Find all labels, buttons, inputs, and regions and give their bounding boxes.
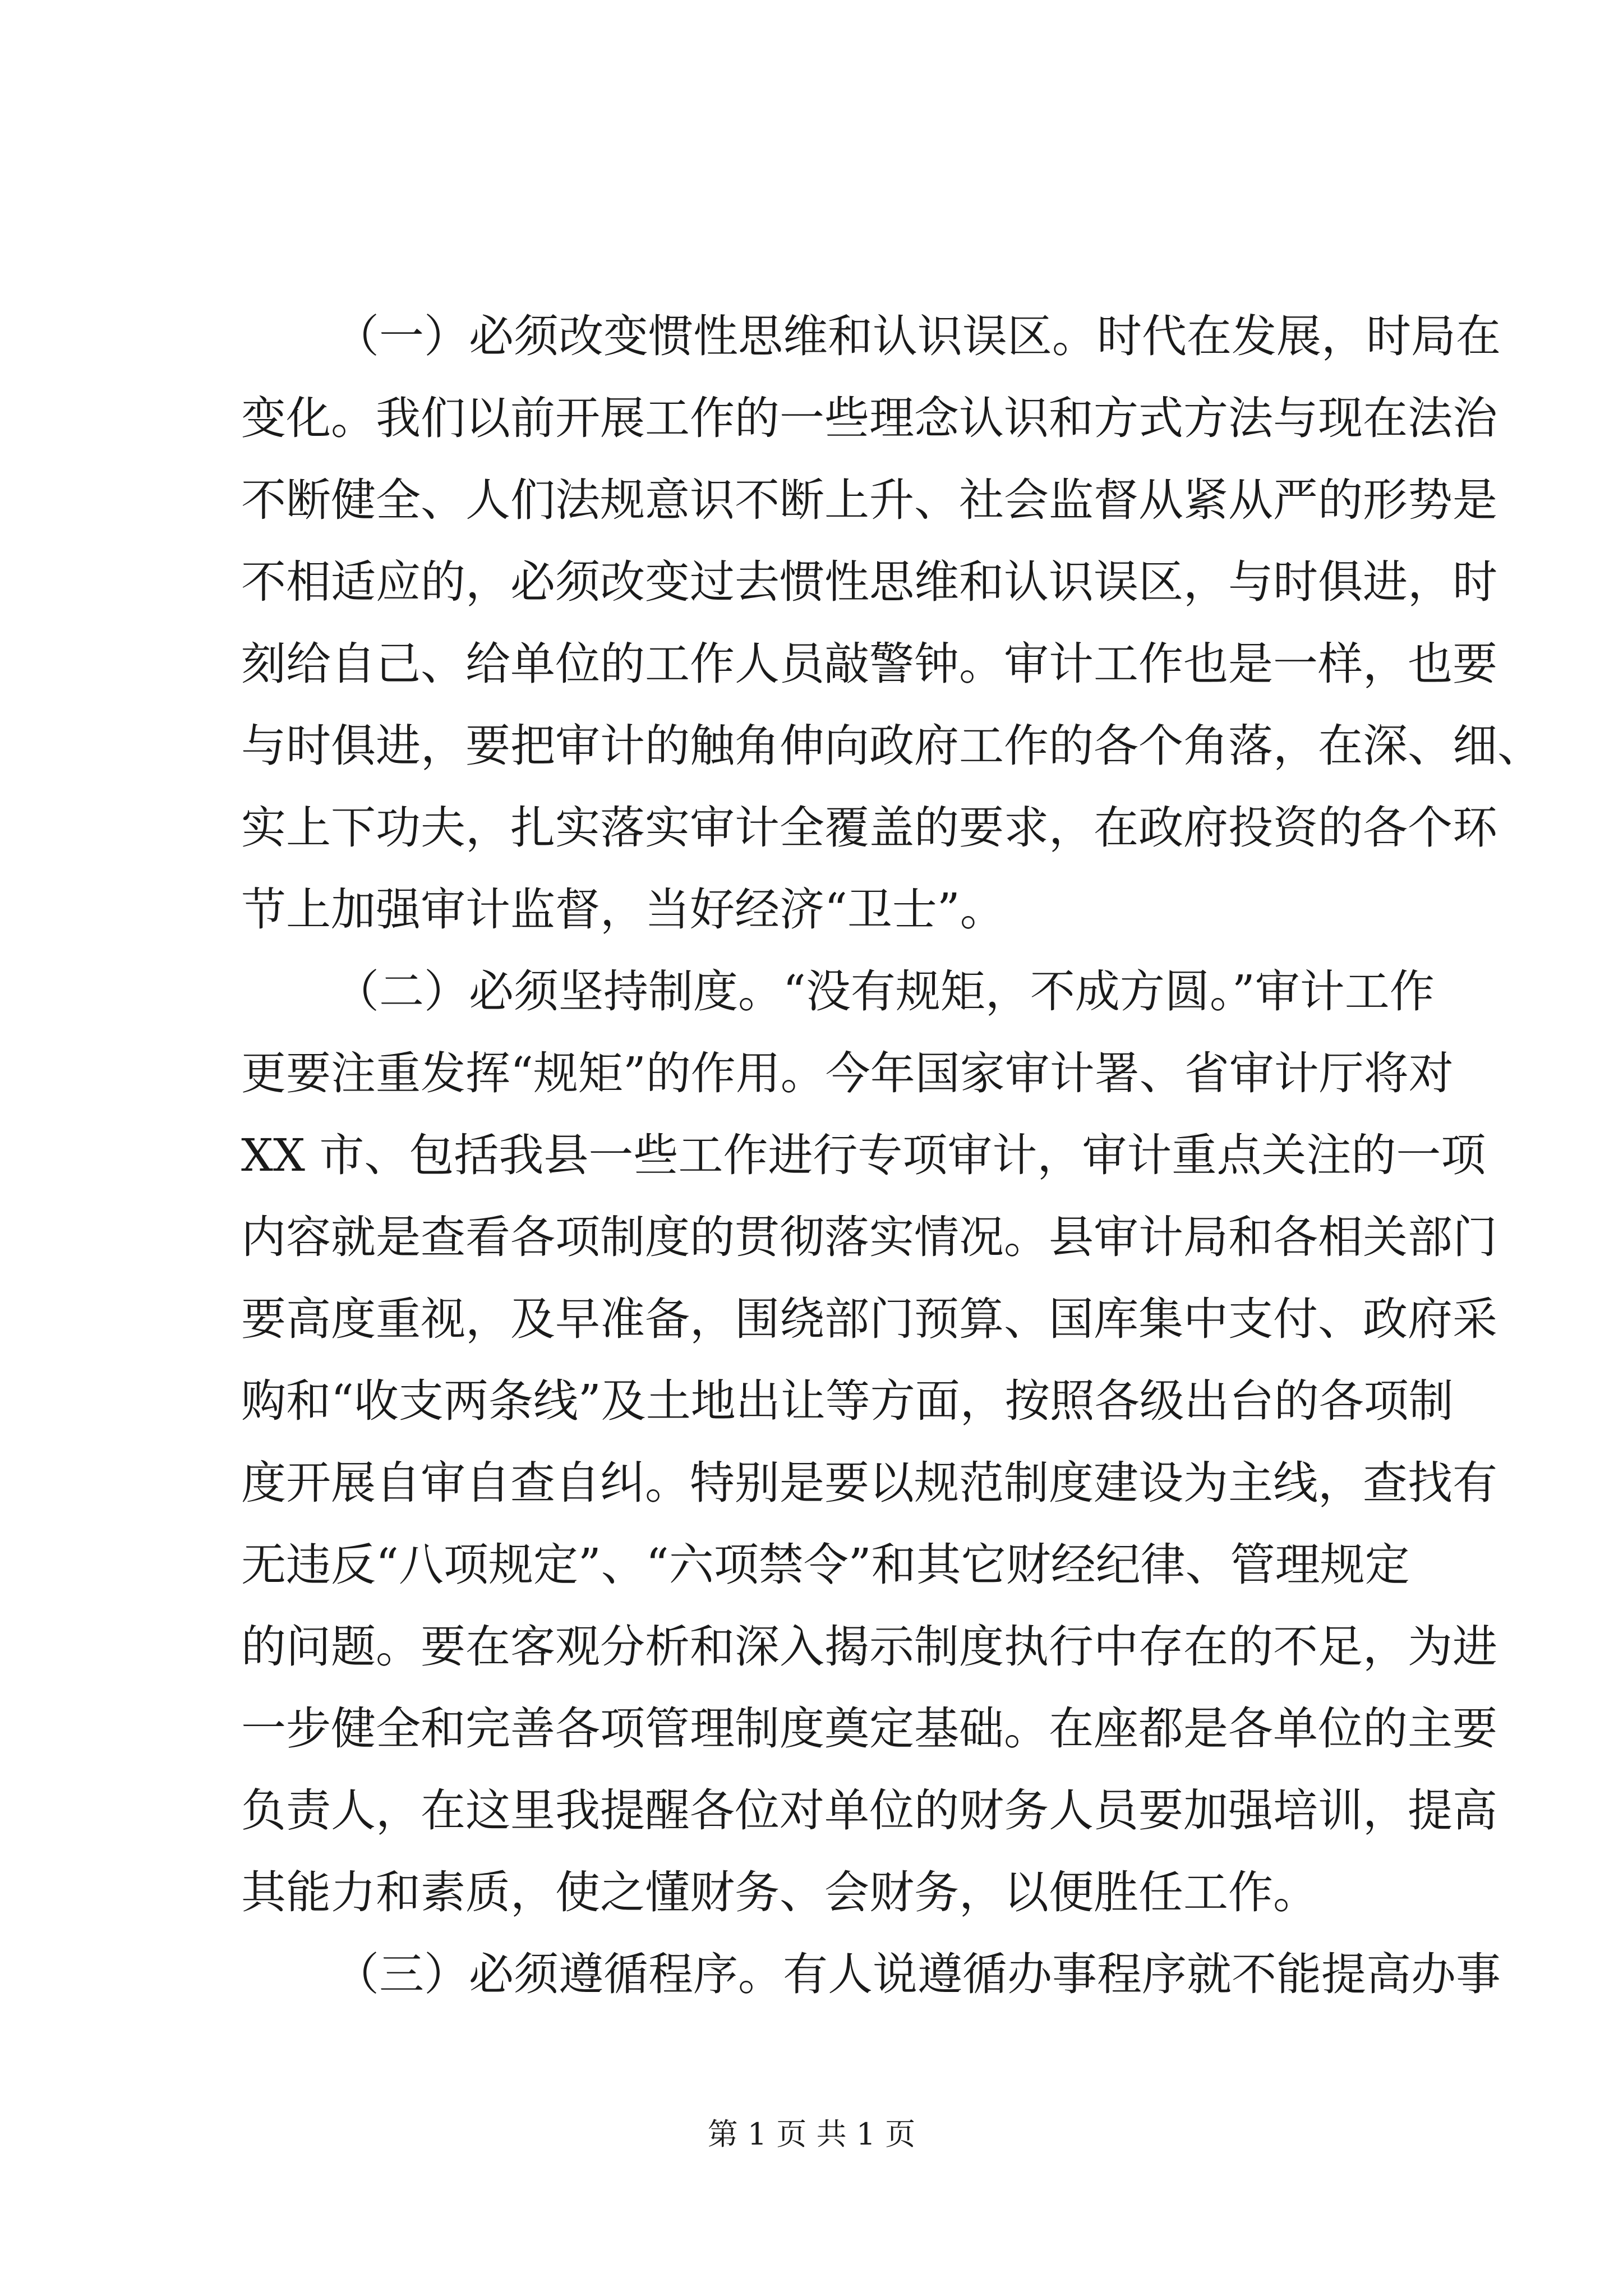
- paragraph-3-line-1: （三）必须遵循程序。有人说遵循办事程序就不能提高办事: [334, 1948, 1501, 2000]
- paragraph-2-line-4: 内容就是查看各项制度的贯彻落实情况。县审计局和各相关部门: [241, 1211, 1497, 1263]
- paragraph-2-line-5: 要高度重视，及早准备，围绕部门预算、国库集中支付、政府采: [241, 1293, 1497, 1345]
- paragraph-2-line-7: 度开展自审自查自纠。特别是要以规范制度建设为主线，查找有: [241, 1457, 1497, 1509]
- paragraph-2-line-10: 一步健全和完善各项管理制度奠定基础。在座都是各单位的主要: [241, 1703, 1497, 1755]
- paragraph-2-line-12: 其能力和素质，使之懂财务、会财务，以便胜任工作。: [241, 1866, 1318, 1918]
- paragraph-1-line-7: 实上下功夫，扎实落实审计全覆盖的要求，在政府投资的各个环: [241, 802, 1497, 854]
- page-footer: 第 1 页 共 1 页: [707, 2116, 916, 2152]
- paragraph-2-line-8: 无违反“八项规定”、“六项禁令”和其它财经纪律、管理规定: [241, 1539, 1410, 1591]
- paragraph-2-line-6: 购和“收支两条线”及土地出让等方面，按照各级出台的各项制: [241, 1375, 1454, 1427]
- paragraph-1-line-4: 不相适应的，必须改变过去惯性思维和认识误区，与时俱进，时: [241, 556, 1497, 608]
- paragraph-2-line-9: 的问题。要在客观分析和深入揭示制度执行中存在的不足，为进: [241, 1621, 1497, 1673]
- paragraph-1-line-6: 与时俱进，要把审计的触角伸向政府工作的各个角落，在深、细、: [241, 720, 1542, 772]
- paragraph-1-line-8: 节上加强审计监督，当好经济“卫士”。: [241, 884, 1005, 936]
- paragraph-2-line-11: 负责人，在这里我提醒各位对单位的财务人员要加强培训，提高: [241, 1784, 1497, 1837]
- paragraph-2-line-3: XX 市、包括我县一些工作进行专项审计，审计重点关注的一项: [241, 1129, 1486, 1181]
- paragraph-1-line-1: （一）必须改变惯性思维和认识误区。时代在发展，时局在: [334, 310, 1501, 362]
- paragraph-2-line-2: 更要注重发挥“规矩”的作用。今年国家审计署、省审计厅将对: [241, 1047, 1454, 1099]
- paragraph-2-line-1: （二）必须坚持制度。“没有规矩，不成方圆。”审计工作: [334, 965, 1435, 1018]
- paragraph-1-line-2: 变化。我们以前开展工作的一些理念认识和方式方法与现在法治: [241, 392, 1497, 444]
- paragraph-1-line-3: 不断健全、人们法规意识不断上升、社会监督从紧从严的形势是: [241, 474, 1497, 526]
- paragraph-1-line-5: 刻给自己、给单位的工作人员敲警钟。审计工作也是一样，也要: [241, 638, 1497, 690]
